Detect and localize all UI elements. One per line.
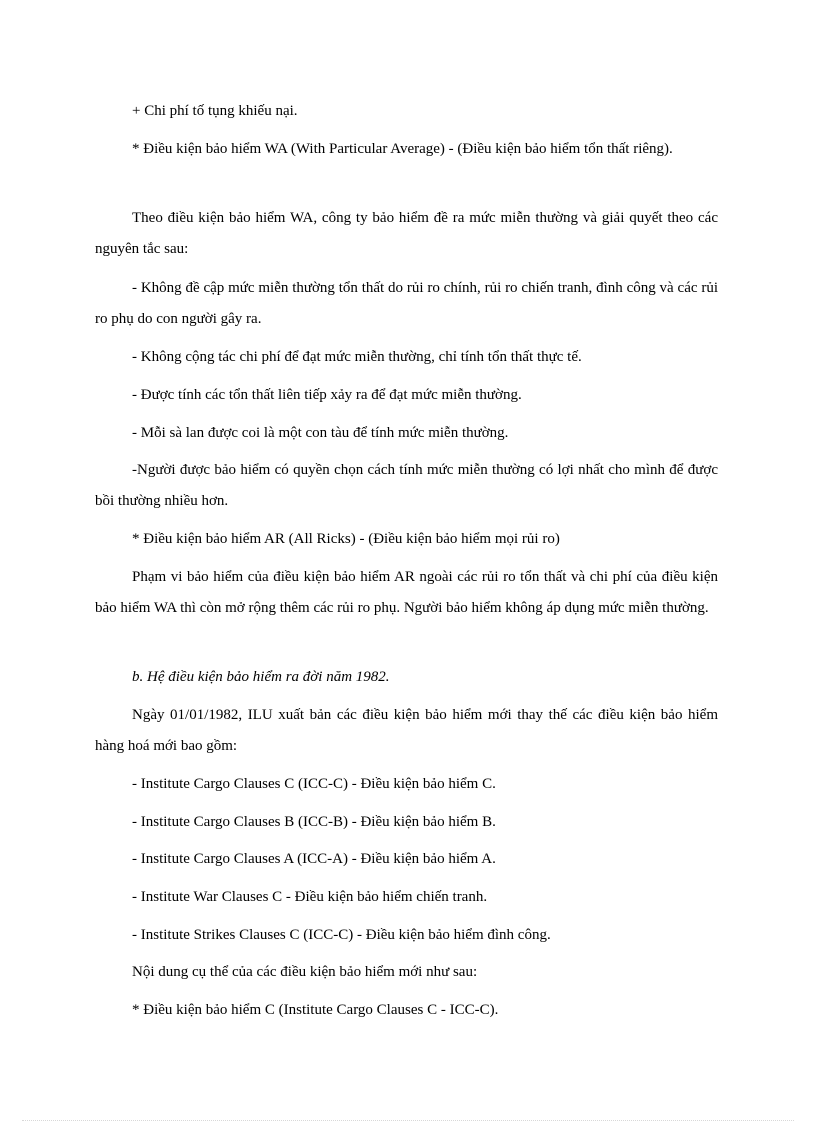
list-item-icc-b: - Institute Cargo Clauses B (ICC-B) - Điều kiện bảo hiểm B. [132,814,496,830]
list-item-icc-c: - Institute Cargo Clauses C (ICC-C) - Điều kiện bảo hiểm C. [132,776,496,792]
paragraph-wa-rule-3: - Được tính các tổn thất liên tiếp xảy ra để đạt mức miễn thường. [132,387,522,403]
list-item-strikes-clauses: - Institute Strikes Clauses C (ICC-C) - Điều kiện bảo hiểm đình công. [132,927,551,943]
paragraph-wa-rule-2: - Không cộng tác chi phí để đạt mức miễn thường, chỉ tính tổn thất thực tế. [132,349,582,365]
section-heading-1982: b. Hệ điều kiện bảo hiểm ra đời năm 1982. [132,669,390,685]
page-bottom-rule [22,1120,794,1121]
paragraph-wa-rule-1: - Không đề cập mức miễn thường tổn thất do rủi ro chính, rủi ro chiến tranh, đình công và các rủi ro phụ do con người gây ra. [95,280,718,327]
paragraph-wa-heading: * Điều kiện bảo hiểm WA (With Particular Average) - (Điều kiện bảo hiểm tổn thất riêng). [132,141,673,157]
paragraph-litigation-cost: + Chi phí tố tụng khiếu nại. [132,103,298,119]
paragraph-ilu-intro: Ngày 01/01/1982, ILU xuất bản các điều kiện bảo hiểm mới thay thế các điều kiện bảo hiểm hàng hoá mới bao gồm: [95,707,718,754]
paragraph-ar-scope: Phạm vi bảo hiểm của điều kiện bảo hiểm AR ngoài các rủi ro tổn thất và chi phí của điều kiện bảo hiểm WA thì còn mở rộng thêm các rủi ro phụ. Người bảo hiểm không áp dụng mức miễn thường. [95,569,718,616]
paragraph-wa-intro: Theo điều kiện bảo hiểm WA, công ty bảo hiểm đề ra mức miễn thường và giải quyết theo các nguyên tắc sau: [95,210,718,257]
paragraph-wa-rule-5: -Người được bảo hiểm có quyền chọn cách tính mức miễn thường có lợi nhất cho mình để được bồi thường nhiều hơn. [95,462,718,509]
paragraph-icc-c-heading: * Điều kiện bảo hiểm C (Institute Cargo Clauses C - ICC-C). [132,1002,499,1018]
paragraph-content-intro: Nội dung cụ thể của các điều kiện bảo hiểm mới như sau: [132,964,478,980]
paragraph-wa-rule-4: - Mỗi sà lan được coi là một con tàu để tính mức miễn thường. [132,425,509,441]
list-item-war-clauses: - Institute War Clauses C - Điều kiện bảo hiểm chiến tranh. [132,889,488,905]
paragraph-ar-heading: * Điều kiện bảo hiểm AR (All Ricks) - (Điều kiện bảo hiểm mọi rủi ro) [132,531,560,547]
list-item-icc-a: - Institute Cargo Clauses A (ICC-A) - Điều kiện bảo hiểm A. [132,851,496,867]
